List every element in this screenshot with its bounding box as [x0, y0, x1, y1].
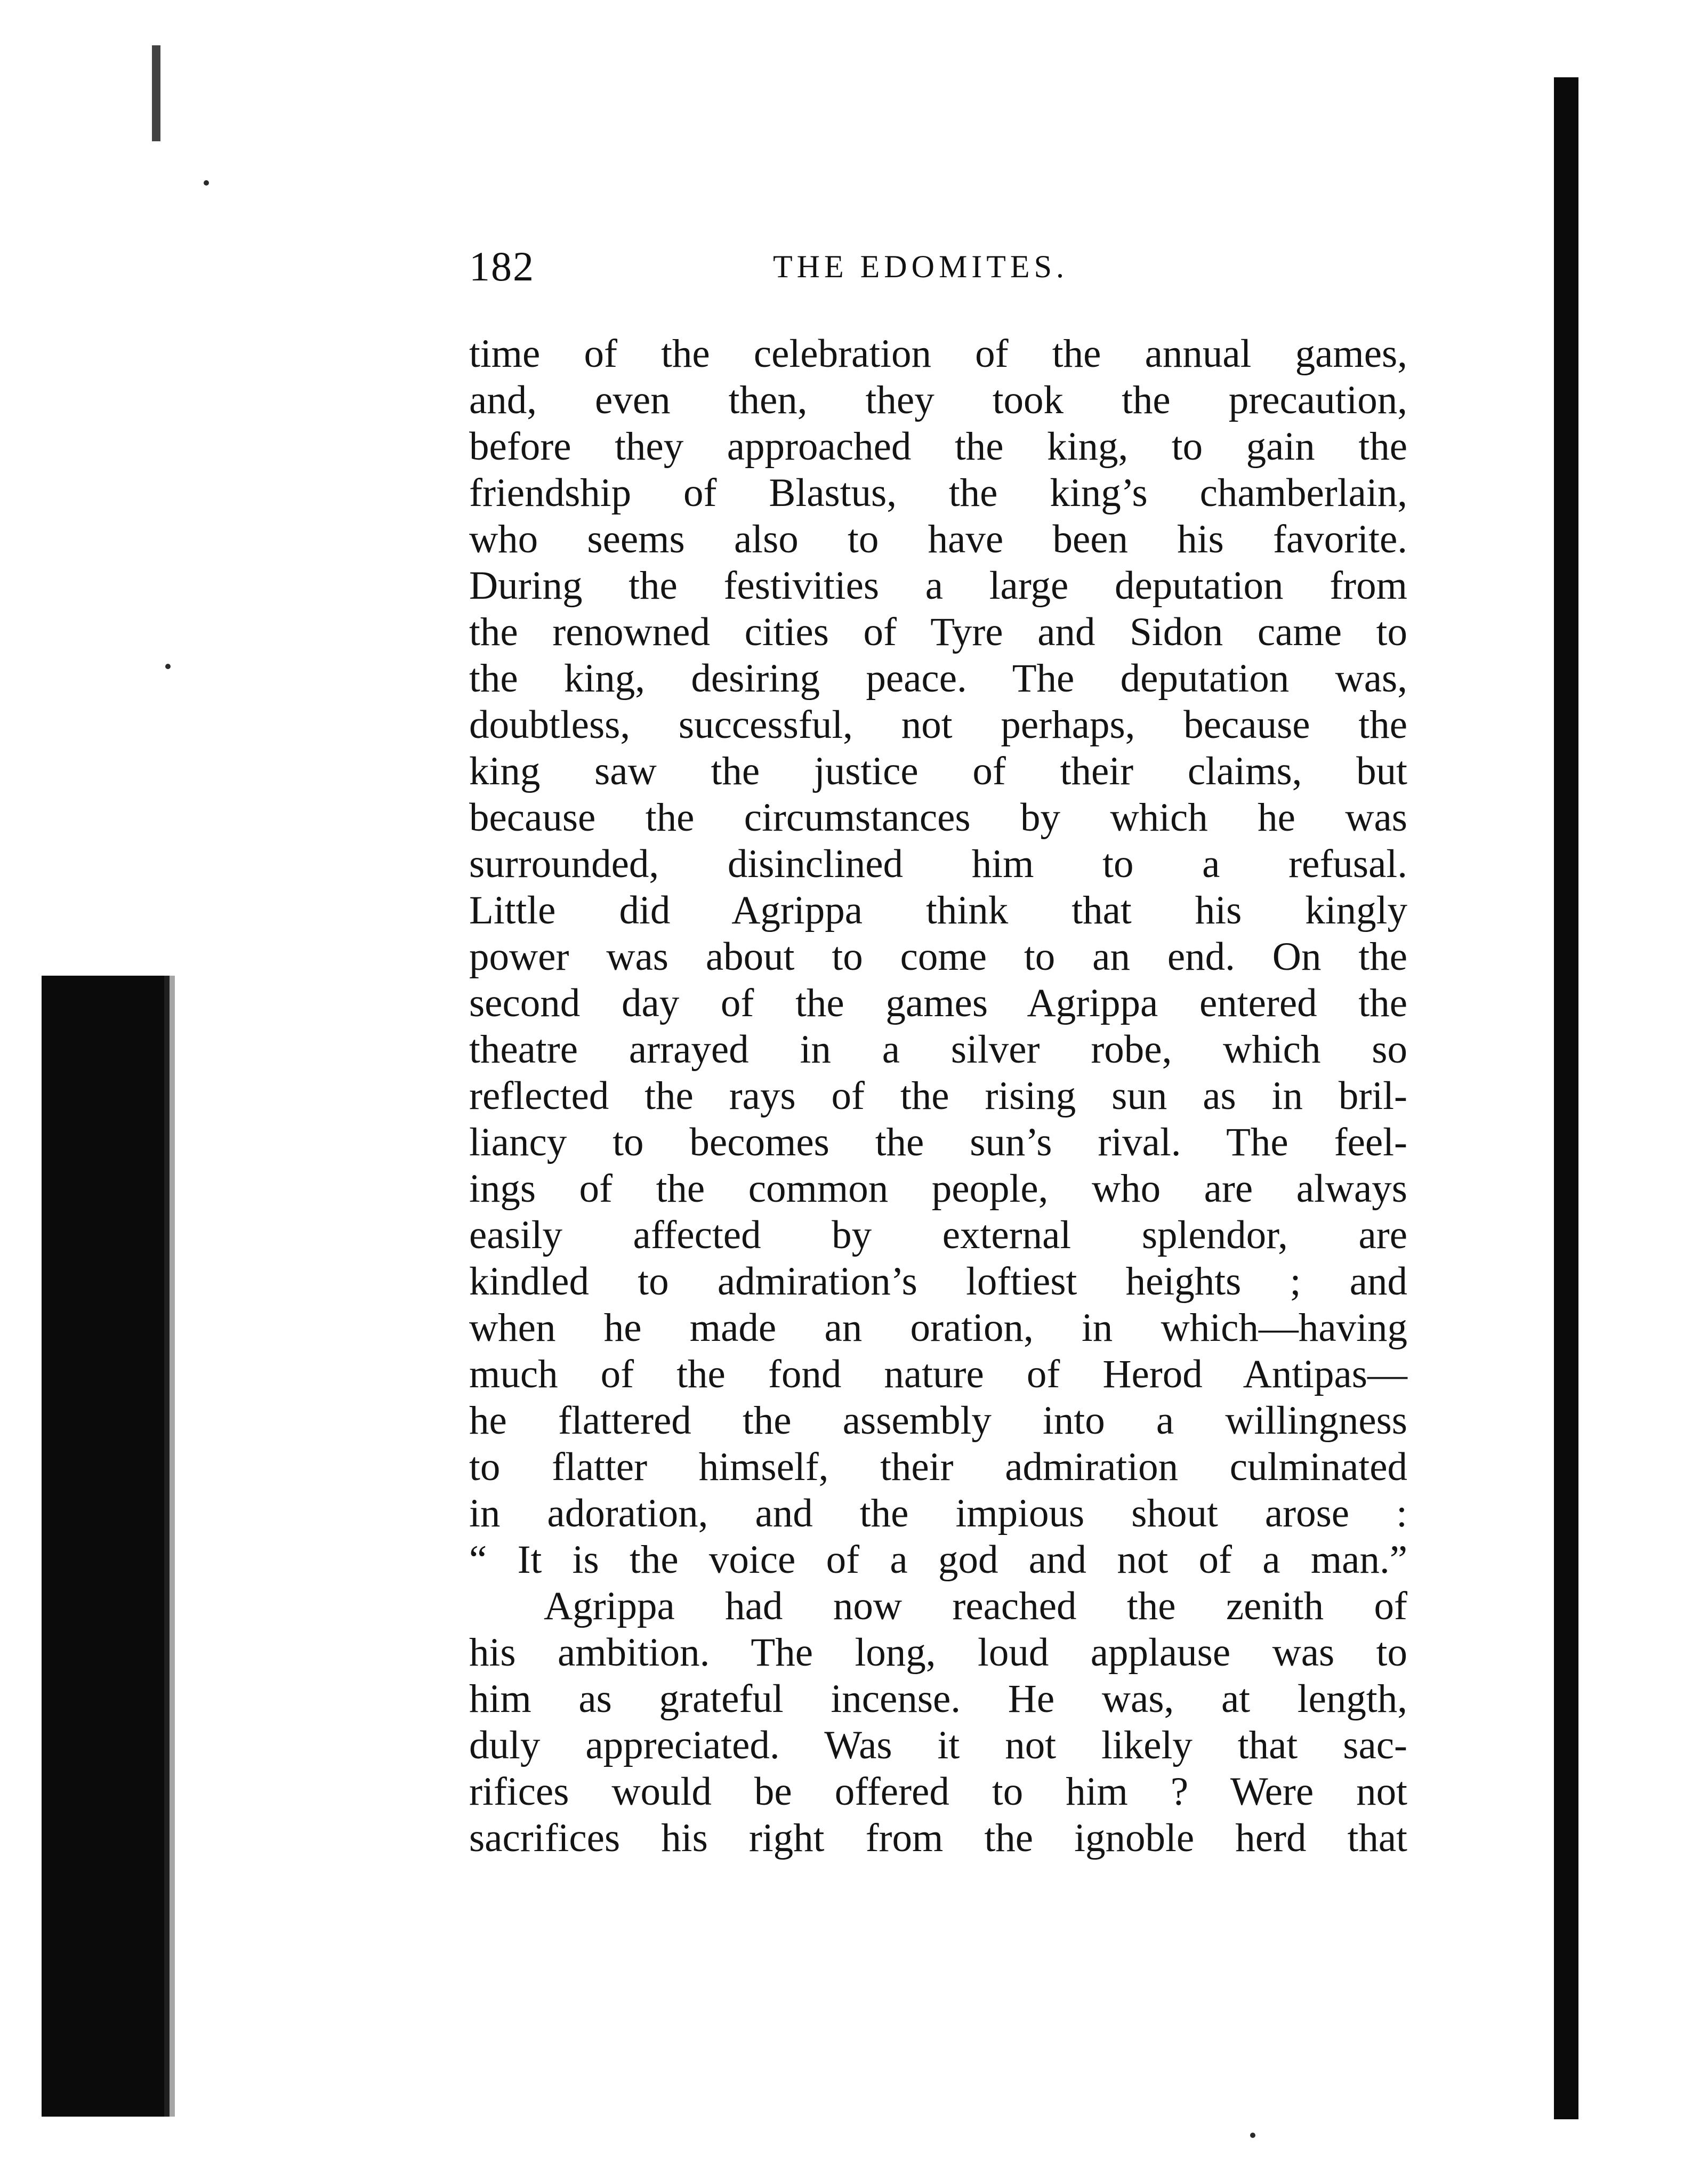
text-line: reflected the rays of the rising sun as in bril-: [469, 1074, 1407, 1118]
text-line: liancy to becomes the sun’s rival. The feel-: [469, 1120, 1407, 1164]
scan-speck: [204, 180, 209, 186]
scan-right-dark-edge: [1554, 77, 1578, 2119]
text-line: duly appreciated. Was it not likely that sac-: [469, 1723, 1407, 1767]
text-line: who seems also to have been his favorite.: [469, 517, 1407, 561]
text-line: time of the celebration of the annual games,: [469, 332, 1407, 376]
text-line: the king, desiring peace. The deputation was,: [469, 656, 1407, 701]
text-line: because the circumstances by which he was: [469, 795, 1407, 840]
scan-left-dark-edge: [42, 976, 170, 2117]
text-line: and, even then, they took the precaution,: [469, 378, 1407, 422]
running-head: THE EDOMITES.: [773, 249, 1068, 284]
text-line: ings of the common people, who are always: [469, 1167, 1407, 1211]
text-line: to flatter himself, their admiration culminated: [469, 1445, 1407, 1489]
text-line: doubtless, successful, not perhaps, because the: [469, 703, 1407, 747]
text-line: “ It is the voice of a god and not of a man.”: [469, 1538, 1407, 1582]
text-line: before they approached the king, to gain the: [469, 424, 1407, 469]
scan-edge-mark: [152, 45, 160, 141]
text-line: the renowned cities of Tyre and Sidon came to: [469, 610, 1407, 654]
text-line: power was about to come to an end. On the: [469, 935, 1407, 979]
body-text: [469, 331, 1407, 1861]
text-line: second day of the games Agrippa entered the: [469, 981, 1407, 1025]
text-line: he flattered the assembly into a willingness: [469, 1398, 1407, 1443]
page-header: [469, 237, 1418, 296]
text-line: his ambition. The long, loud applause was to: [469, 1630, 1407, 1675]
text-line: king saw the justice of their claims, but: [469, 749, 1407, 793]
text-line: when he made an oration, in which—having: [469, 1306, 1407, 1350]
scan-speck: [1250, 2133, 1255, 2138]
text-line: theatre arrayed in a silver robe, which so: [469, 1027, 1407, 1072]
text-line: rifices would be offered to him ? Were not: [469, 1770, 1407, 1814]
text-line: friendship of Blastus, the king’s chamberlain,: [469, 471, 1407, 515]
text-line: in adoration, and the impious shout arose :: [469, 1491, 1407, 1535]
text-line: him as grateful incense. He was, at length,: [469, 1677, 1407, 1721]
text-line: easily affected by external splendor, are: [469, 1213, 1407, 1257]
page-number: 182: [469, 243, 535, 290]
text-line: surrounded, disinclined him to a refusal.: [469, 842, 1407, 886]
text-line: kindled to admiration’s loftiest heights ; and: [469, 1259, 1407, 1304]
text-line: much of the fond nature of Herod Antipas—: [469, 1352, 1407, 1396]
text-line: During the festivities a large deputation from: [469, 564, 1407, 608]
paragraph-first-line: Agrippa had now reached the zenith of: [544, 1584, 1407, 1628]
scan-speck: [165, 664, 171, 669]
text-line: Little did Agrippa think that his kingly: [469, 888, 1407, 932]
text-line: sacrifices his right from the ignoble herd that: [469, 1816, 1407, 1860]
